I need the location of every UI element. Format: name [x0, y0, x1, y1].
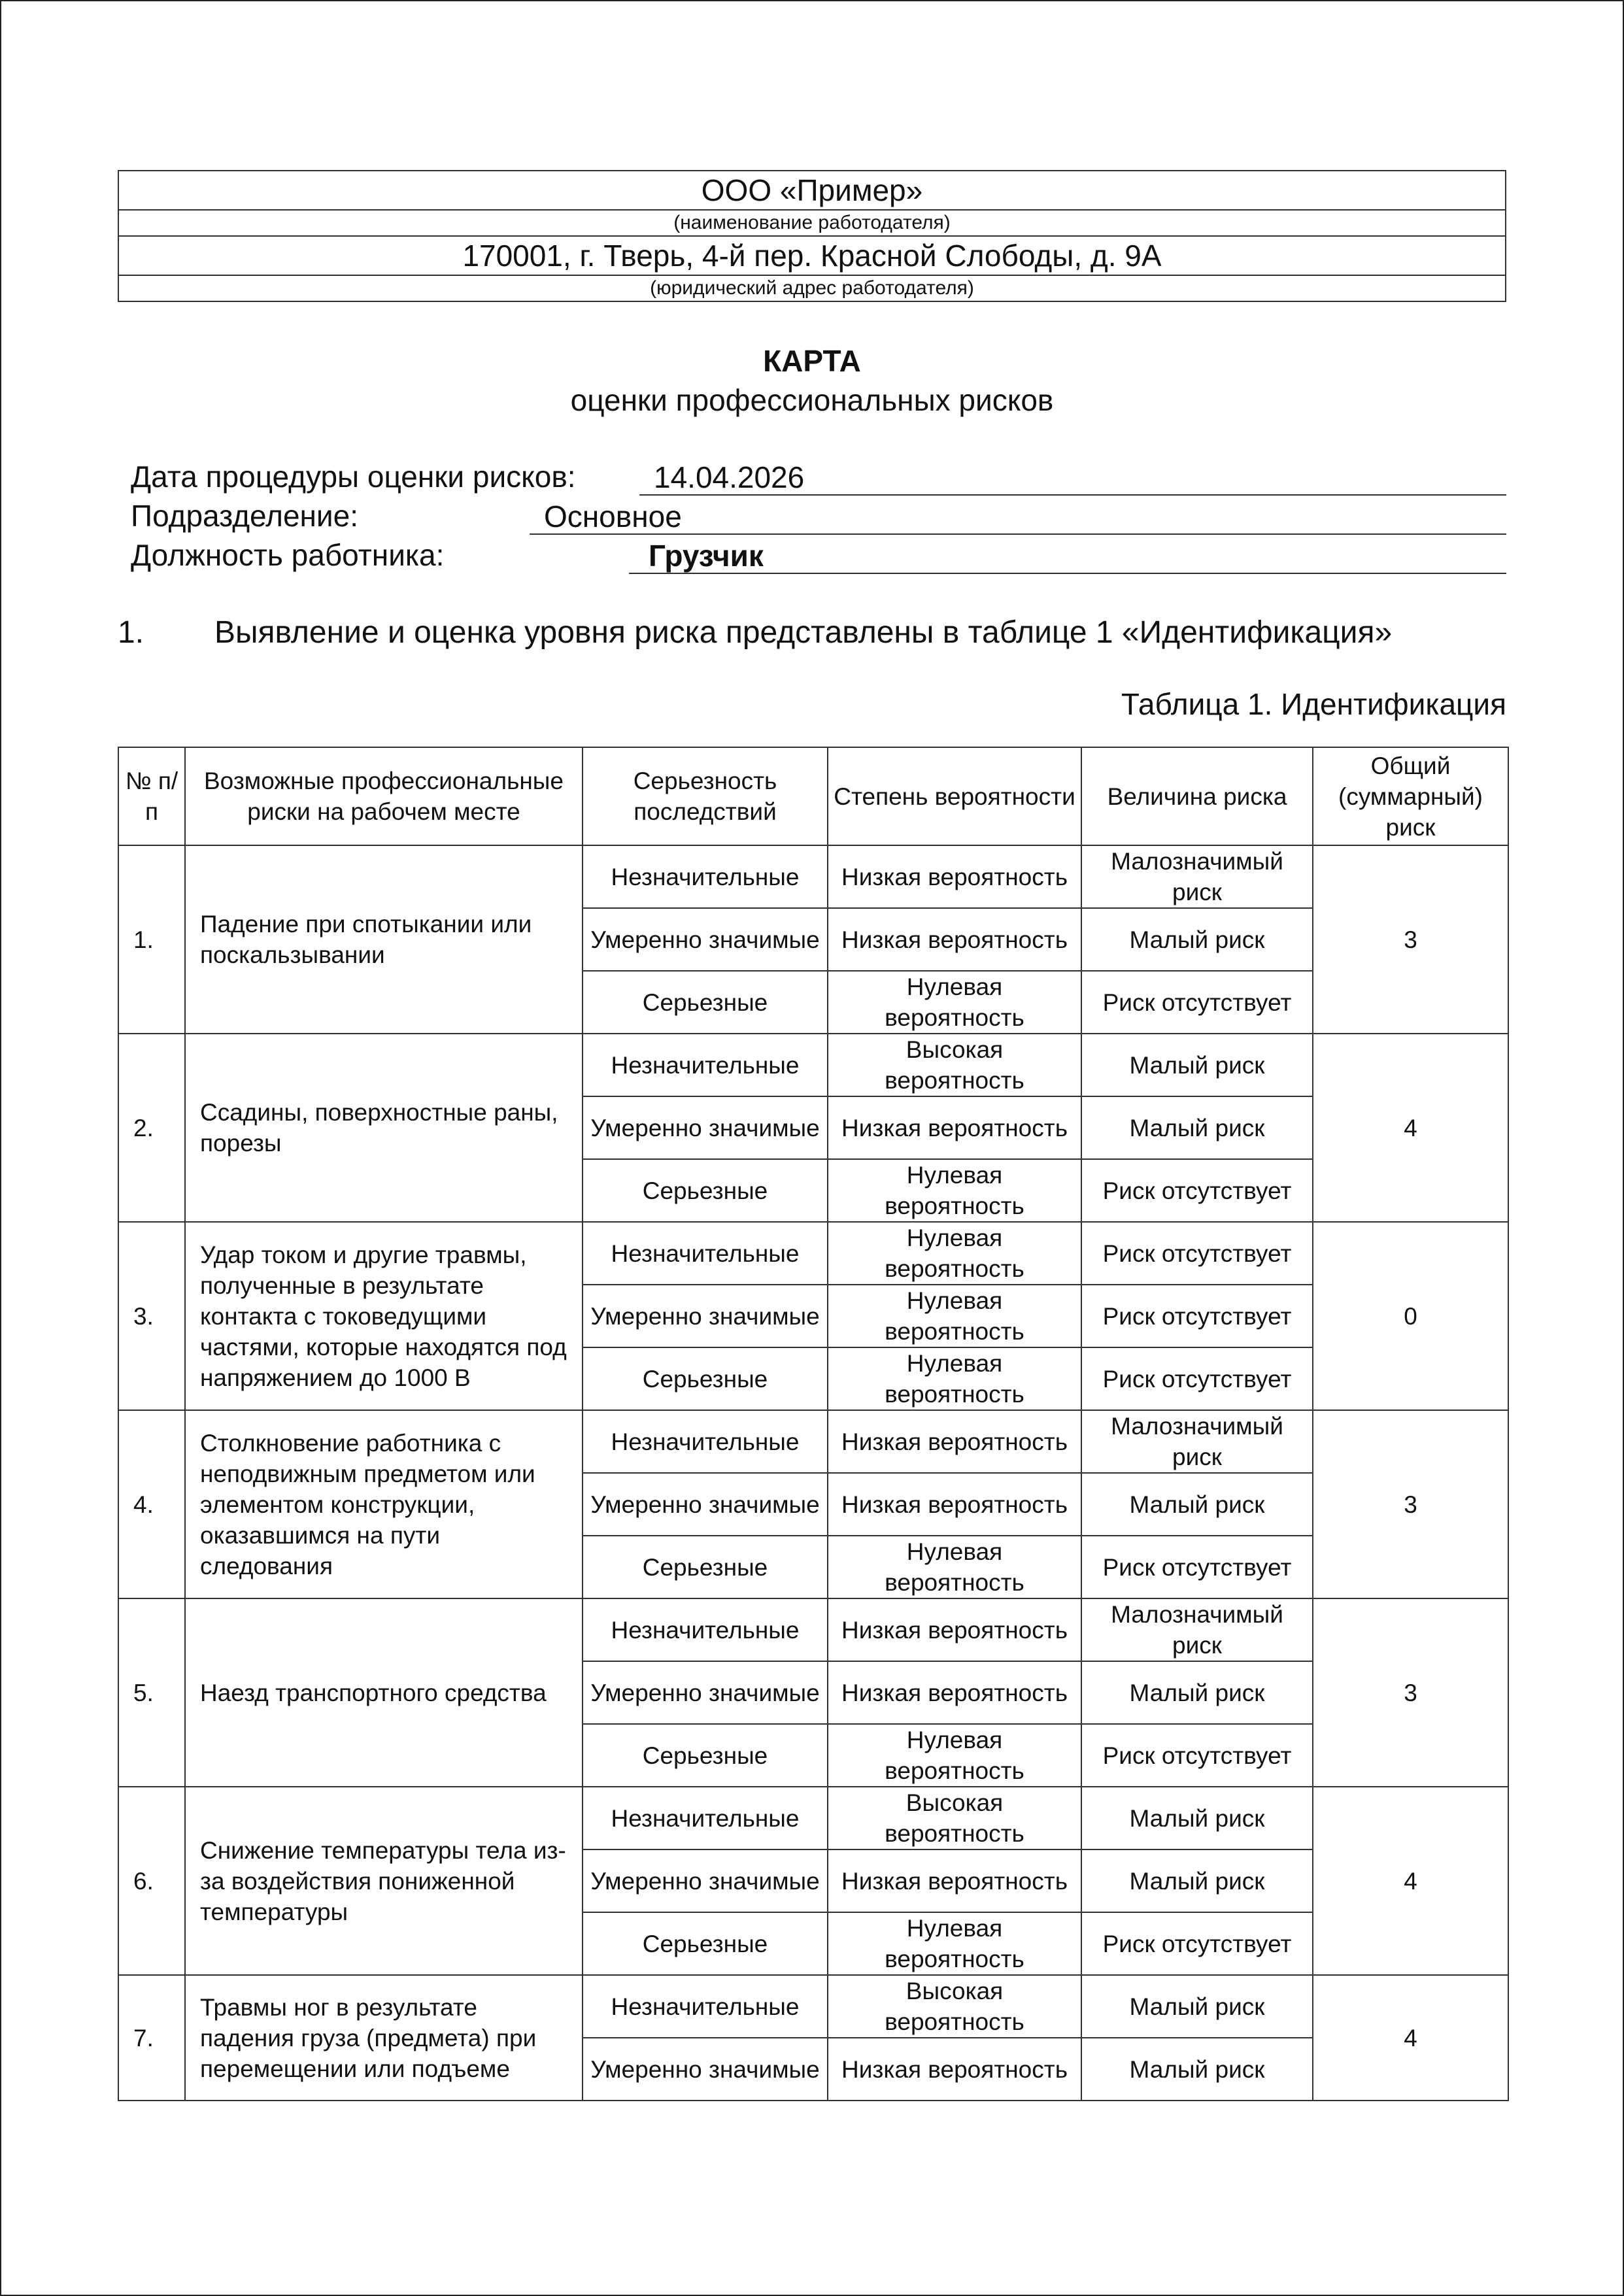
- severity-cell: Незначительные: [583, 1034, 828, 1096]
- position-label: Должность работника:: [131, 538, 445, 572]
- magnitude-cell: Малый риск: [1081, 1096, 1313, 1159]
- magnitude-cell: Малый риск: [1081, 1975, 1313, 2038]
- table-caption: Таблица 1. Идентификация: [1121, 687, 1506, 721]
- probability-cell: Низкая вероятность: [828, 845, 1081, 908]
- division-value: Основное: [530, 497, 1506, 535]
- severity-cell: Серьезные: [583, 1347, 828, 1410]
- section-number: 1.: [118, 615, 144, 650]
- header-num: № п/п: [118, 747, 185, 845]
- section-text: Выявление и оценка уровня риска представлены в таблице 1 «Идентификация»: [214, 615, 1393, 650]
- severity-cell: Умеренно значимые: [583, 1096, 828, 1159]
- probability-cell: Нулевая вероятность: [828, 1159, 1081, 1222]
- severity-cell: Незначительные: [583, 1975, 828, 2038]
- risk-number: 5.: [118, 1598, 185, 1787]
- magnitude-cell: Малый риск: [1081, 908, 1313, 971]
- date-label: Дата процедуры оценки рисков:: [131, 460, 576, 494]
- document-subtitle: оценки профессиональных рисков: [570, 383, 1054, 417]
- probability-cell: Нулевая вероятность: [828, 1912, 1081, 1975]
- severity-cell: Незначительные: [583, 1410, 828, 1473]
- table-row: [118, 1787, 1508, 1849]
- probability-cell: Нулевая вероятность: [828, 1285, 1081, 1347]
- magnitude-cell: Риск отсутствует: [1081, 1159, 1313, 1222]
- magnitude-cell: Малый риск: [1081, 1034, 1313, 1096]
- header-severity: Серьезность последствий: [583, 747, 828, 845]
- probability-cell: Низкая вероятность: [828, 1849, 1081, 1912]
- risk-number: 3.: [118, 1222, 185, 1410]
- position-value: Грузчик: [629, 536, 1506, 574]
- severity-cell: Серьезные: [583, 971, 828, 1034]
- magnitude-cell: Риск отсутствует: [1081, 1222, 1313, 1285]
- probability-cell: Низкая вероятность: [828, 1410, 1081, 1473]
- table-row: [118, 1975, 1508, 2038]
- severity-cell: Умеренно значимые: [583, 908, 828, 971]
- division-label: Подразделение:: [131, 499, 358, 533]
- magnitude-cell: Риск отсутствует: [1081, 1912, 1313, 1975]
- table-header-row: [118, 747, 1508, 845]
- employer-name-caption: (наименование работодателя): [118, 210, 1506, 236]
- employer-address-caption: (юридический адрес работодателя): [118, 275, 1506, 301]
- total-risk: 3: [1313, 1410, 1508, 1598]
- table-row: [118, 1034, 1508, 1096]
- probability-cell: Низкая вероятность: [828, 1473, 1081, 1536]
- division-field: [131, 497, 1506, 536]
- risk-name: Травмы ног в результате падения груза (предмета) при перемещении или подъеме: [185, 1975, 583, 2101]
- risk-number: 6.: [118, 1787, 185, 1975]
- employer-address: 170001, г. Тверь, 4-й пер. Красной Слободы, д. 9А: [118, 236, 1506, 275]
- severity-cell: Незначительные: [583, 845, 828, 908]
- total-risk: 3: [1313, 845, 1508, 1034]
- employer-name: ООО «Пример»: [118, 171, 1506, 210]
- severity-cell: Незначительные: [583, 1222, 828, 1285]
- magnitude-cell: Риск отсутствует: [1081, 971, 1313, 1034]
- magnitude-cell: Риск отсутствует: [1081, 1347, 1313, 1410]
- probability-cell: Нулевая вероятность: [828, 1347, 1081, 1410]
- severity-cell: Незначительные: [583, 1598, 828, 1661]
- magnitude-cell: Малозначимый риск: [1081, 1410, 1313, 1473]
- severity-cell: Серьезные: [583, 1724, 828, 1787]
- risk-number: 1.: [118, 845, 185, 1034]
- risk-number: 7.: [118, 1975, 185, 2101]
- header-magnitude: Величина риска: [1081, 747, 1313, 845]
- magnitude-cell: Малый риск: [1081, 1473, 1313, 1536]
- probability-cell: Низкая вероятность: [828, 1661, 1081, 1724]
- probability-cell: Низкая вероятность: [828, 1598, 1081, 1661]
- magnitude-cell: Малозначимый риск: [1081, 845, 1313, 908]
- probability-cell: Высокая вероятность: [828, 1034, 1081, 1096]
- probability-cell: Низкая вероятность: [828, 908, 1081, 971]
- risk-name: Падение при спотыкании или поскальзывании: [185, 845, 583, 1034]
- magnitude-cell: Риск отсутствует: [1081, 1536, 1313, 1598]
- header-total: Общий (суммарный) риск: [1313, 747, 1508, 845]
- risk-name: Ссадины, поверхностные раны, порезы: [185, 1034, 583, 1222]
- magnitude-cell: Малый риск: [1081, 2038, 1313, 2101]
- document-title: КАРТА: [763, 344, 861, 378]
- severity-cell: Умеренно значимые: [583, 1285, 828, 1347]
- severity-cell: Серьезные: [583, 1159, 828, 1222]
- severity-cell: Умеренно значимые: [583, 2038, 828, 2101]
- severity-cell: Умеренно значимые: [583, 1661, 828, 1724]
- severity-cell: Умеренно значимые: [583, 1473, 828, 1536]
- magnitude-cell: Малозначимый риск: [1081, 1598, 1313, 1661]
- severity-cell: Умеренно значимые: [583, 1849, 828, 1912]
- probability-cell: Нулевая вероятность: [828, 1536, 1081, 1598]
- table-row: [118, 1598, 1508, 1661]
- risk-name: Наезд транспортного средства: [185, 1598, 583, 1787]
- risk-name: Столкновение работника с неподвижным предметом или элементом конструкции, оказавшимся на пути следования: [185, 1410, 583, 1598]
- probability-cell: Высокая вероятность: [828, 1787, 1081, 1849]
- probability-cell: Нулевая вероятность: [828, 971, 1081, 1034]
- probability-cell: Нулевая вероятность: [828, 1724, 1081, 1787]
- total-risk: 3: [1313, 1598, 1508, 1787]
- date-field: [131, 458, 1506, 497]
- severity-cell: Серьезные: [583, 1912, 828, 1975]
- probability-cell: Низкая вероятность: [828, 2038, 1081, 2101]
- risk-identification-table: [118, 747, 1509, 2101]
- employer-header: [118, 170, 1506, 302]
- total-risk: 0: [1313, 1222, 1508, 1410]
- probability-cell: Нулевая вероятность: [828, 1222, 1081, 1285]
- position-field: [131, 536, 1506, 575]
- risk-name: Снижение температуры тела из-за воздействия пониженной температуры: [185, 1787, 583, 1975]
- magnitude-cell: Риск отсутствует: [1081, 1724, 1313, 1787]
- severity-cell: Серьезные: [583, 1536, 828, 1598]
- magnitude-cell: Малый риск: [1081, 1787, 1313, 1849]
- probability-cell: Высокая вероятность: [828, 1975, 1081, 2038]
- total-risk: 4: [1313, 1787, 1508, 1975]
- probability-cell: Низкая вероятность: [828, 1096, 1081, 1159]
- table-row: [118, 1410, 1508, 1473]
- risk-number: 4.: [118, 1410, 185, 1598]
- table-row: [118, 1222, 1508, 1285]
- header-risk-name: Возможные профессиональные риски на рабочем месте: [185, 747, 583, 845]
- header-probability: Степень вероятности: [828, 747, 1081, 845]
- severity-cell: Незначительные: [583, 1787, 828, 1849]
- magnitude-cell: Малый риск: [1081, 1849, 1313, 1912]
- date-value: 14.04.2026: [639, 458, 1506, 496]
- risk-number: 2.: [118, 1034, 185, 1222]
- magnitude-cell: Малый риск: [1081, 1661, 1313, 1724]
- magnitude-cell: Риск отсутствует: [1081, 1285, 1313, 1347]
- total-risk: 4: [1313, 1975, 1508, 2101]
- risk-name: Удар током и другие травмы, полученные в результате контакта с токоведущими частями, которые находятся под напряжением до 1000 В: [185, 1222, 583, 1410]
- table-row: [118, 845, 1508, 908]
- total-risk: 4: [1313, 1034, 1508, 1222]
